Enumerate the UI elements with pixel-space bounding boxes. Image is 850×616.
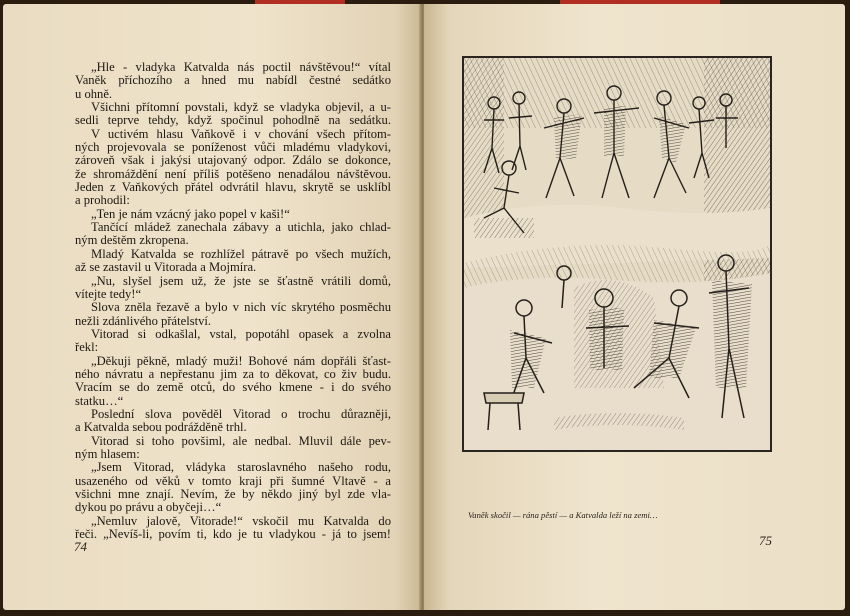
text-line: „Nu, slyšel jsem už, že jste se šťastně vrátili domů, [91,273,391,288]
text-line: „Hle - vladyka Katvalda nás poctil návštěvou!“ vítal [91,60,391,74]
illustration-drawing [464,58,770,450]
text-line: Mladý Katvalda se rozhlížel pátravě po všech mužích, [91,246,391,261]
text-line: ným hlasem: [75,446,140,461]
text-line: ným deštěm zkropena. [75,233,189,248]
text-line: Jeden z Vaňkových přátel odvrátil hlavu, skrytě se usklíbl [75,180,391,195]
illustration [462,56,772,452]
text-line: vítejte tedy!“ [75,286,142,301]
text-line: „Jsem Vitorad, vládyka staroslavného našeho rodu, [91,460,391,475]
text-line: řeči. „Nevíš-li, povím ti, kdo je tu vladykou - já to jsem! [75,527,391,542]
illustration-caption: Vaněk skočil — rána pěstí — a Katvalda leží na zemi… [468,510,658,520]
text-line: Vitorad si toho povšiml, ale nedbal. Mluvil dále pev- [91,433,391,448]
text-line: a Katvalda sebou podrážděně trhl. [75,420,247,435]
text-line: ného návratu a nepřestanu jim za to děkovat, co živ budu. [75,366,391,381]
text-line: všichni mne znají. Nevím, že by někdo jiný byl zde vla- [75,487,391,501]
text-line: statku…“ [75,393,124,408]
text-line: Poslední slova pověděl Vitorad o trochu důrazněji, [91,406,391,421]
page-number-right: 75 [759,533,772,548]
text-line: Všichni přítomní povstali, když se vladyka objevil, a u- [91,100,391,115]
text-line: Vitorad si odkašlal, vstal, popotáhl opasek a zvolna [91,326,391,341]
text-line: nežli zdánlivého přátelství. [75,313,212,328]
text-line: usazeného od věků v tomto kraji při šumné Vltavě - a [75,473,391,488]
text-line: ných projevovala se poníženost vůči mladému vladykovi, [75,140,391,155]
text-line: že shromáždění není příliš potěšeno nenadálou návštěvou. [75,166,391,181]
text-line: „Ten je nám vzácný jako popel v kaši!“ [91,206,290,221]
text-line: zároveň však i jakýsi utajovaný odpor. Zdálo se dokonce, [75,153,391,168]
text-line: „Děkuji pěkně, mladý muži! Bohové nám dopřáli šťast- [91,353,391,368]
text-line: V uctivém hlasu Vaňkově i v chování všech přítom- [91,126,391,141]
text-line: Slova zněla řezavě a bylo v nich víc skrytého posměchu [91,300,391,315]
text-line: „Nemluv jalově, Vitorade!“ vskočil mu Katvalda do [91,513,391,528]
text-line: dykou po právu a obyčeji…“ [75,500,222,515]
left-page [3,4,421,610]
text-line: Tančící mládež zanechala zábavy a utichla, jako chlad- [91,220,391,235]
page-number-left: 74 [74,539,87,554]
text-line: a prohodil: [75,193,130,208]
text-line: Vaněk příchozího a hned mu nabídl čestné sedátko [75,73,391,88]
text-line: až se zastavil u Vitorada a Mojmíra. [75,260,257,275]
text-line: u ohně. [75,86,113,101]
left-page-text [75,61,391,541]
text-line: sedli teprve tehdy, když spočinul pohodlně na sedátku. [75,113,391,128]
text-line: Vracím se do země otců, do svého kmene - i do svého [75,380,391,395]
text-line: řekl: [75,340,99,355]
